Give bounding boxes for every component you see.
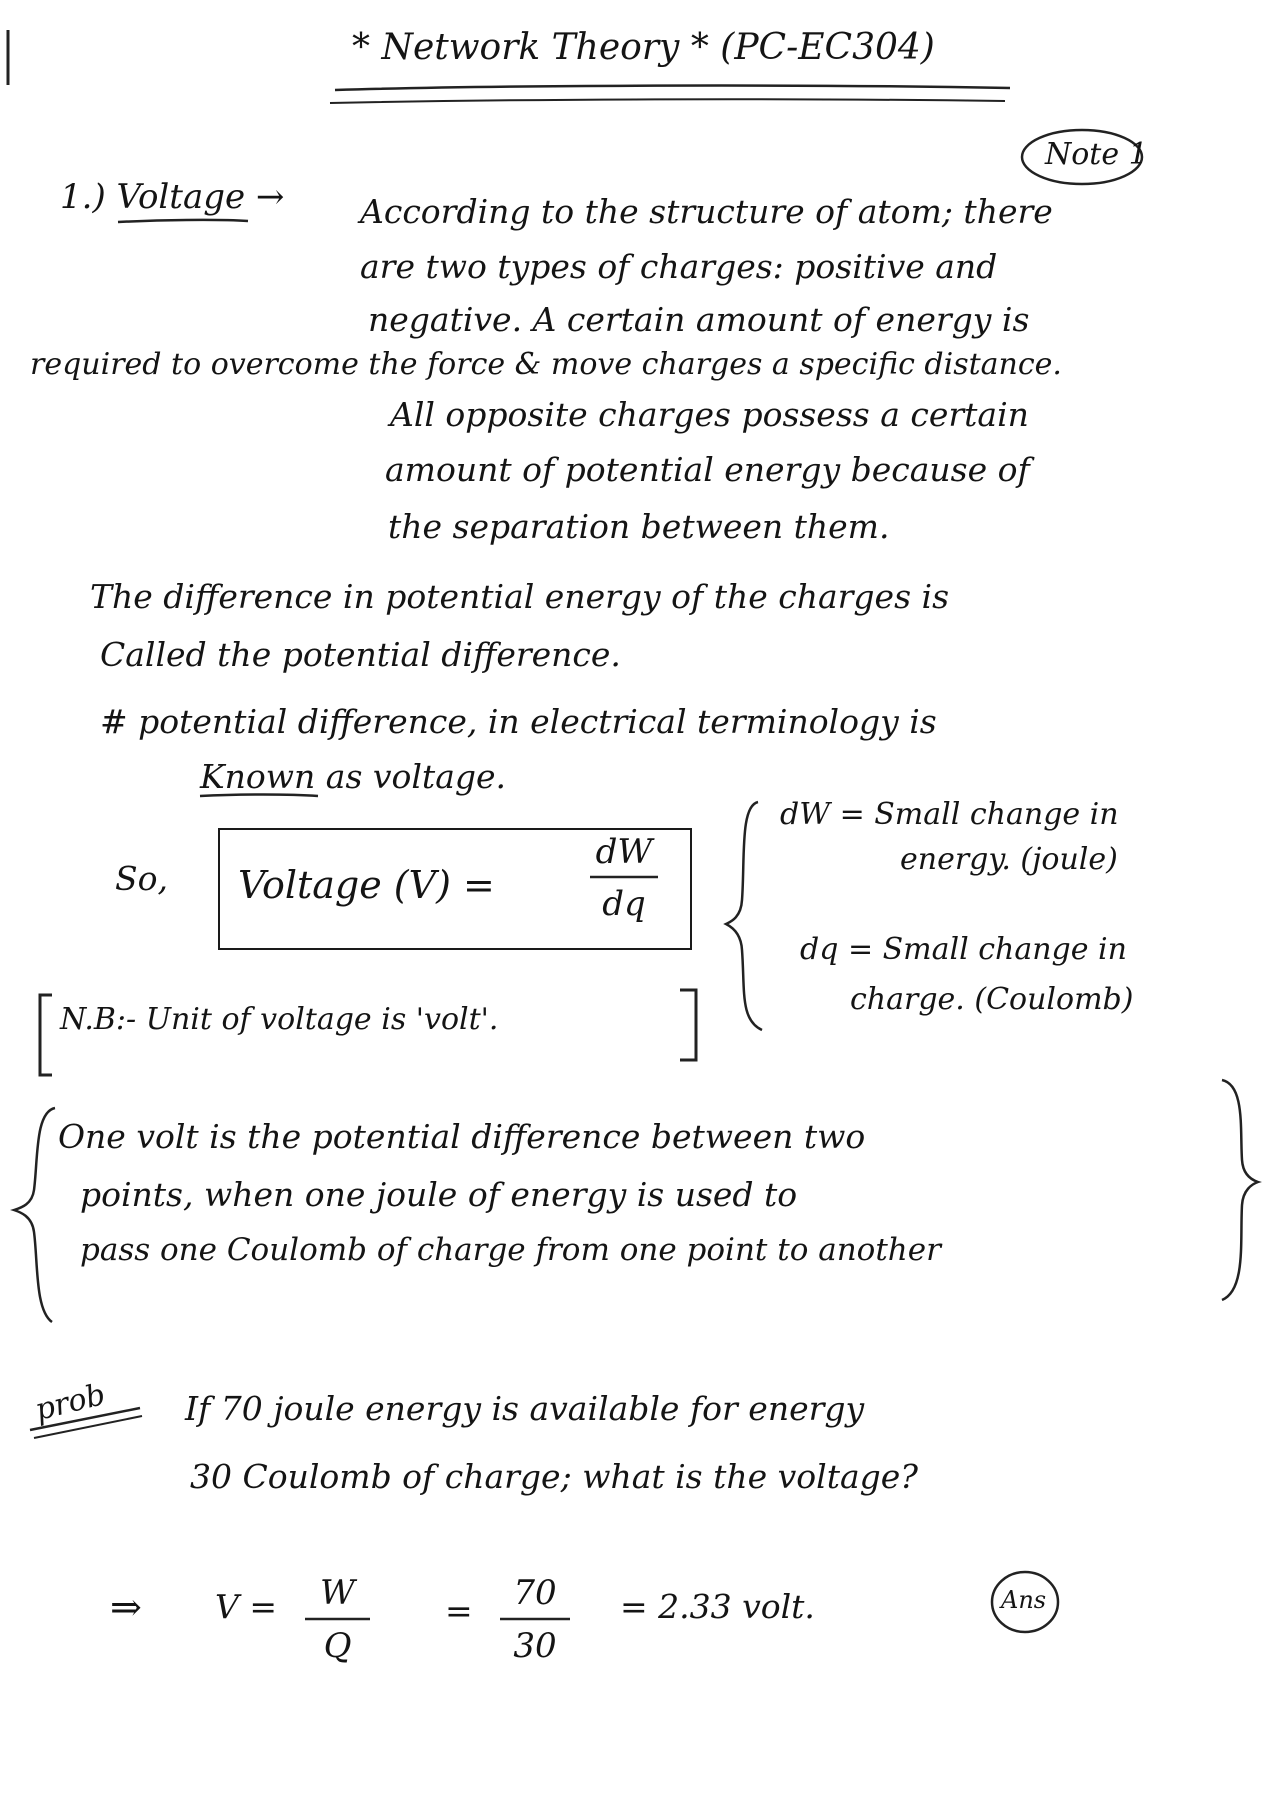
paragraph-line: All opposite charges possess a certain [390, 395, 1029, 434]
note-tag: Note 1 [1045, 137, 1148, 172]
problem-line: 30 Coulomb of charge; what is the voltage? [190, 1457, 918, 1496]
solution-numerator-w: W [320, 1573, 355, 1613]
terminology-line: Known as voltage. [200, 757, 507, 796]
paragraph-line: negative. A certain amount of energy is [368, 300, 1030, 339]
solution-equals: = [445, 1591, 473, 1630]
solution-denominator-q: Q [323, 1626, 352, 1666]
answer-tag: Ans [1001, 1586, 1047, 1614]
solution-v-equals: V = [215, 1587, 277, 1626]
formula-lhs: Voltage (V) = [238, 863, 495, 907]
definition-dw: dW = Small change in [780, 797, 1119, 832]
volt-definition-line: One volt is the potential difference between two [58, 1117, 866, 1156]
formula-numerator: dW [595, 832, 653, 872]
volt-definition-line: pass one Coulomb of charge from one point to another [80, 1232, 941, 1268]
nb-note: N.B:- Unit of voltage is 'volt'. [60, 1002, 499, 1037]
definition-dq-unit: charge. (Coulomb) [850, 982, 1134, 1017]
potential-difference-line: The difference in potential energy of the charges is [90, 577, 949, 616]
terminology-line: # potential difference, in electrical terminology is [100, 702, 937, 741]
definition-dq: dq = Small change in [800, 932, 1127, 967]
paragraph-line: the separation between them. [388, 507, 890, 546]
problem-line: If 70 joule energy is available for energy [185, 1389, 865, 1428]
formula-prefix: So, [115, 859, 168, 898]
solution-denominator-30: 30 [513, 1626, 557, 1666]
paragraph-line: are two types of charges: positive and [360, 247, 998, 286]
volt-definition-line: points, when one joule of energy is used to [80, 1175, 798, 1214]
page-title: * Network Theory * (PC-EC304) [352, 27, 935, 68]
paragraph-line: According to the structure of atom; there [360, 192, 1053, 231]
paragraph-line: amount of potential energy because of [385, 450, 1030, 489]
solution-numerator-70: 70 [513, 1573, 557, 1613]
formula-denominator: dq [602, 884, 646, 924]
implies-arrow: ⇒ [110, 1585, 142, 1629]
section-heading-voltage: 1.) Voltage → [60, 177, 285, 217]
solution-result: = 2.33 volt. [620, 1587, 815, 1626]
definition-dw-unit: energy. (joule) [900, 842, 1118, 877]
potential-difference-line: Called the potential difference. [100, 635, 621, 674]
problem-label: prob [31, 1376, 109, 1429]
paragraph-line: required to overcome the force & move charges a specific distance. [30, 347, 1062, 382]
